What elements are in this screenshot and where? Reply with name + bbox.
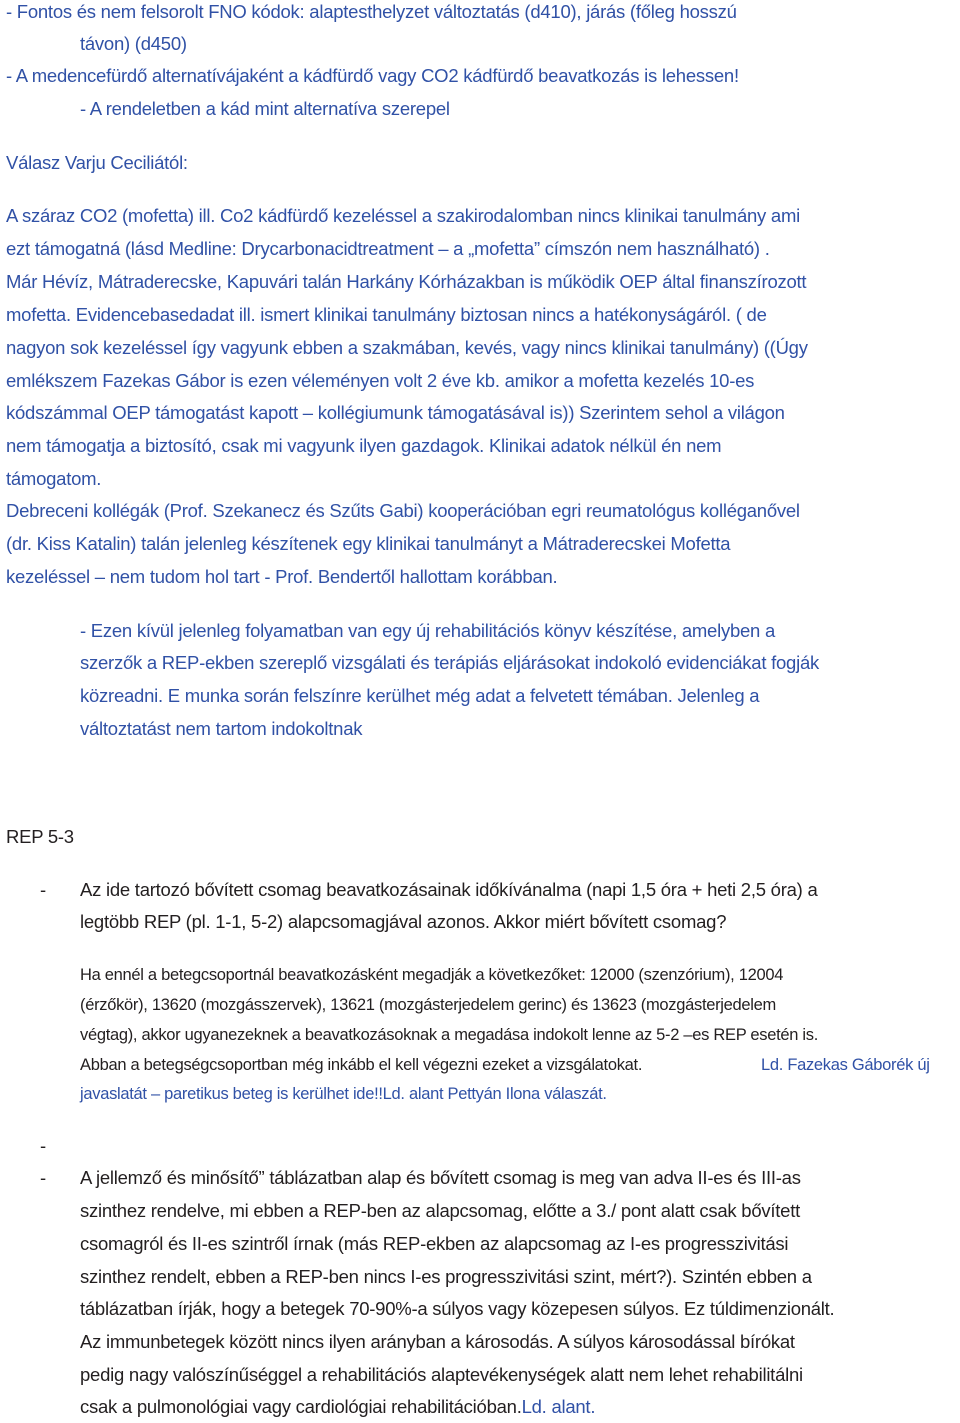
reply-line: nem támogatja a biztosító, csak mi vagyunk ilyen gazdagok. Klinikai adatok nélkül én nem [6, 435, 722, 456]
reply-line: kódszámmal OEP támogatást kapott – kollégiumunk támogatásával is)) Szerintem sehol a világon [6, 402, 785, 423]
final-line: Az immunbetegek között nincs ilyen arányban a károsodás. A súlyos károsodással bírókat [80, 1331, 795, 1352]
reply-line: Már Hévíz, Mátraderecske, Kapuvári talán Harkány Kórházakban is működik OEP által finanszírozott [6, 271, 807, 292]
intro-line: - A medencefürdő alternatívájaként a kádfürdő vagy CO2 kádfürdő beavatkozás is lehessen! [6, 65, 739, 86]
reply-line: A száraz CO2 (mofetta) ill. Co2 kádfürdő kezeléssel a szakirodalomban nincs klinikai tanulmány ami [6, 205, 800, 226]
final-line: csomagról és II-es szintről írnak (más REP-ekben az alapcsomag az I-es progresszivitási [80, 1233, 789, 1254]
reply-line: (dr. Kiss Katalin) talán jelenleg készítenek egy klinikai tanulmányt a Mátraderecskei Mofetta [6, 533, 731, 554]
question-line: legtöbb REP (pl. 1-1, 5-2) alapcsomagjával azonos. Akkor miért bővített csomag? [80, 911, 727, 932]
reply-line: kezeléssel – nem tudom hol tart - Prof. Bendertől hallottam korábban. [6, 566, 558, 587]
answer-line: Ha ennél a betegcsoportnál beavatkozásként megadják a következőket: 12000 (szenzórium), 12004 [80, 966, 784, 984]
final-line: A jellemző és minősítő” táblázatban alap és bővített csomag is meg van adva II-es és III-as [80, 1167, 801, 1188]
final-last-text: csak a pulmonológiai vagy cardiológiai rehabilitációban. [80, 1396, 522, 1417]
bullet-marker: - [40, 1135, 46, 1156]
intro-line: távon) (d450) [80, 33, 187, 54]
answer-link[interactable]: javaslatát – paretikus beteg is kerülhet ide!!Ld. alant Pettyán Ilona válaszát. [80, 1085, 607, 1103]
reply-heading: Válasz Varju Ceciliától: [6, 152, 188, 173]
book-line: közreadni. E munka során felszínre kerülhet még adat a felvetett témában. Jelenleg a [80, 685, 760, 706]
question-line: Az ide tartozó bővített csomag beavatkozásainak időkívánalma (napi 1,5 óra + heti 2,5 óra) a [80, 879, 818, 900]
final-last-link[interactable]: Ld. alant. [521, 1396, 596, 1417]
final-line: pedig nagy valószínűséggel a rehabilitációs alaptevékenységek alatt nem lehet rehabilitálni [80, 1364, 803, 1385]
final-line: szinthez rendelve, mi ebben a REP-ben az alapcsomag, előtte a 3./ pont alatt csak bővített [80, 1200, 800, 1221]
reply-line: nagyon sok kezeléssel így vagyunk ebben a szakmában, kevés, vagy nincs klinikai tanulmány) ((Úgy [6, 337, 808, 358]
answer-line: végtag), akkor ugyanezeknek a beavatkozásoknak a megadása indokolt lenne az 5-2 –es REP esetén is. [80, 1026, 819, 1044]
book-line: változtatást nem tartom indokoltnak [80, 718, 363, 739]
final-last-line [80, 1395, 595, 1419]
intro-line: - A rendeletben a kád mint alternatíva szerepel [80, 98, 450, 119]
bullet-marker: - [40, 879, 46, 900]
answer-line: Abban a betegségcsoportban még inkább el kell végezni ezeket a vizsgálatokat. [80, 1056, 643, 1074]
final-line: táblázatban írják, hogy a betegek 70-90%-a súlyos vagy közepesen súlyos. Ez túldimenzionált. [80, 1298, 835, 1319]
reply-line: támogatom. [6, 468, 102, 489]
bullet-marker: - [40, 1167, 46, 1188]
intro-line: - Fontos és nem felsorolt FNO kódok: alaptesthelyzet változtatás (d410), járás (főleg hosszú [6, 1, 737, 22]
reply-line: emlékszem Fazekas Gábor is ezen véleményen volt 2 éve kb. amikor a mofetta kezelés 10-es [6, 370, 755, 391]
section-heading: REP 5-3 [6, 826, 74, 847]
answer-line: (érzőkör), 13620 (mozgásszervek), 13621 (mozgásterjedelem gerinc) és 13623 (mozgásterjedelem [80, 996, 776, 1014]
book-line: - Ezen kívül jelenleg folyamatban van egy új rehabilitációs könyv készítése, amelyben a [80, 620, 775, 641]
book-line: szerzők a REP-ekben szereplő vizsgálati és terápiás eljárásokat indokoló evidenciákat fogják [80, 652, 819, 673]
final-line: szinthez rendelt, ebben a REP-ben nincs I-es progresszivitási szint, mért?). Szintén ebben a [80, 1266, 812, 1287]
reply-line: ezt támogatná (lásd Medline: Drycarbonacidtreatment – a „mofetta” címszón nem használható) . [6, 238, 770, 259]
reply-line: Debreceni kollégák (Prof. Szekanecz és Szűts Gabi) kooperációban egri reumatológus kolléganővel [6, 500, 800, 521]
answer-link[interactable]: Ld. Fazekas Gáborék új [761, 1056, 930, 1074]
reply-line: mofetta. Evidencebasedadat ill. ismert klinikai tanulmány biztosan nincs a hatékonyságáról. ( de [6, 304, 767, 325]
